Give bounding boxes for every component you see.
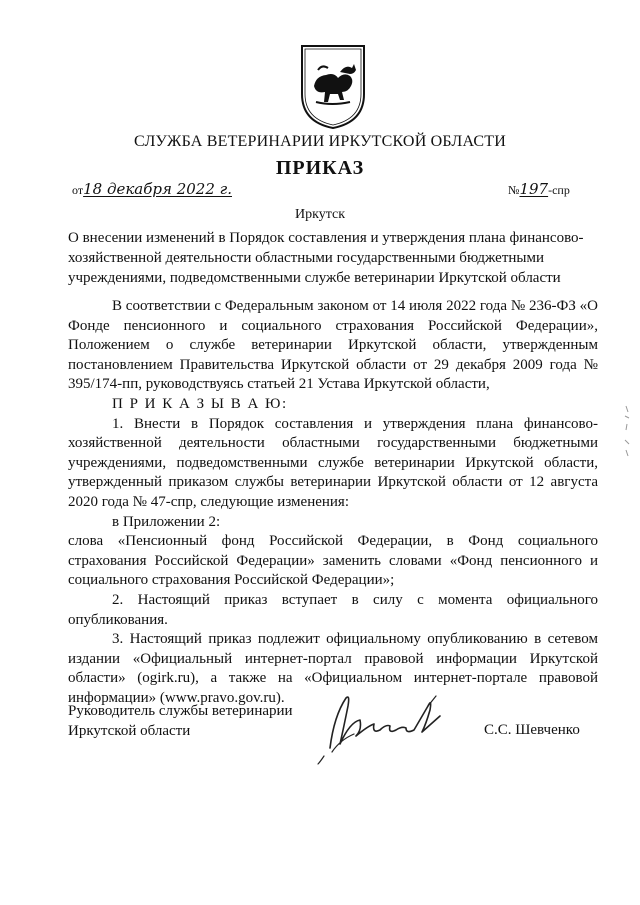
signatory-name: С.С. Шевченко	[484, 722, 580, 738]
organization-name: СЛУЖБА ВЕТЕРИНАРИИ ИРКУТСКОЙ ОБЛАСТИ	[134, 133, 506, 150]
margin-mark-icon	[620, 404, 634, 464]
date-handwritten: 18 декабря 2022 г.	[83, 180, 232, 198]
number-handwritten: 197	[519, 180, 549, 198]
signatory-position	[68, 702, 293, 741]
number-suffix: -спр	[548, 183, 570, 197]
document-date	[72, 180, 232, 198]
item-1-change: слова «Пенсионный фонд Российской Федерации, в Фонд социального страхования Российской Федерации» заменить словами «Фонд пенсионного и социального страхования Российской Федерации»;	[68, 533, 598, 589]
item-1-annex: в Приложении 2:	[112, 513, 221, 530]
coat-of-arms-icon	[296, 42, 370, 130]
number-prefix: №	[508, 183, 520, 197]
document-body	[68, 297, 598, 708]
item-1: 1. Внести в Порядок составления и утверждения плана финансово-хозяйственной деятельности областными государственными бюджетными учреждениями, подведомственными службе ветеринарии Иркутской области, утвержденный приказом службы ветеринарии Иркутской области от 12 августа 2020 года № 47-спр, следующие изменения:	[68, 415, 598, 510]
preamble: В соответствии с Федеральным законом от 14 июля 2022 года № 236-ФЗ «О Фонде пенсионного и социального страхования Российской Федерации», Положением о службе ветеринарии Иркутской области, утвержденным постановлением Правительства Иркутской области от 29 декабря 2009 года № 395/174-пп, руководствуясь статьей 21 Устава Иркутской области,	[68, 298, 598, 393]
document-number	[508, 180, 570, 198]
item-3: 3. Настоящий приказ подлежит официальному опубликованию в сетевом издании «Официальный интернет-портал правовой информации Иркутской области» (ogirk.ru), а также на «Официальном интернет-портале правовой информации» (www.pravo.gov.ru).	[68, 631, 598, 706]
position-line-1: Руководитель службы ветеринарии	[68, 703, 293, 719]
document-subject: О внесении изменений в Порядок составления и утверждения плана финансово-хозяйственной деятельности областными государственными бюджетными учреждениями, подведомственными службе ветеринарии Иркутской области	[68, 230, 584, 286]
date-prefix: от	[72, 183, 84, 197]
city: Иркутск	[294, 207, 346, 222]
handwritten-signature-icon	[310, 686, 460, 766]
document-type: ПРИКАЗ	[275, 157, 365, 179]
position-line-2: Иркутской области	[68, 722, 191, 739]
order-word: П Р И К А З Ы В А Ю:	[112, 395, 288, 412]
item-2: 2. Настоящий приказ вступает в силу с момента официального опубликования.	[68, 591, 598, 628]
